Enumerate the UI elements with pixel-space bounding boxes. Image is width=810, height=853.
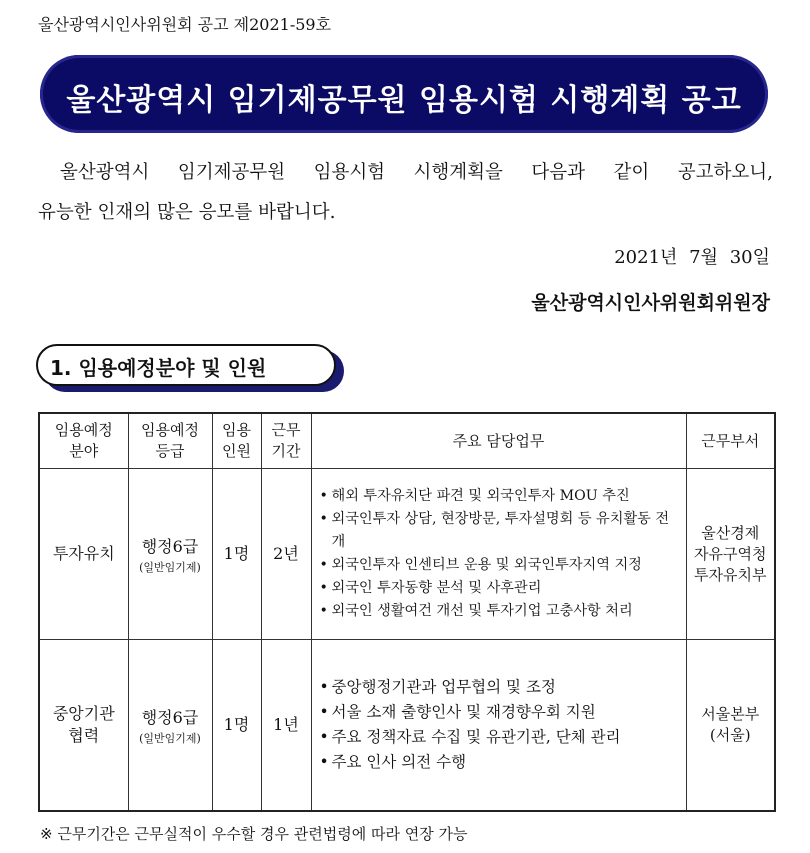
row2-field-line2: 협력	[68, 726, 100, 745]
intro-line-1: 울산광역시 임기제공무원 임용시험 시행계획을 다음과 같이 공고하오니,	[60, 162, 773, 183]
row1-field	[39, 469, 128, 640]
list-item: • 주요 인사 의전 수행	[320, 750, 682, 775]
issuer: 울산광역시인사위원회위원장	[531, 292, 770, 314]
row1-period: 2년	[261, 469, 311, 640]
table-row	[39, 469, 775, 640]
header-count	[212, 413, 261, 469]
row1-grade-sub: (일반임기제)	[139, 560, 201, 574]
row2-dept-line1: 서울본부	[701, 705, 760, 723]
row2-period: 1년	[261, 640, 311, 812]
row1-field-text: 투자유치	[52, 544, 115, 563]
title-banner	[40, 55, 768, 133]
row1-dept-line3: 투자유치부	[694, 565, 767, 584]
table-row	[39, 640, 775, 812]
page-title: 울산광역시 임기제공무원 임용시험 시행계획 공고	[66, 83, 742, 118]
recruitment-table	[38, 412, 776, 812]
list-item: • 외국인투자 상담, 현장방문, 투자설명회 등 유치활동 전개	[320, 508, 682, 554]
list-item: • 주요 정책자료 수집 및 유관기관, 단체 관리	[320, 725, 682, 750]
row1-duties	[311, 469, 686, 640]
header-grade	[128, 413, 212, 469]
list-item: • 외국인투자 인센티브 운용 및 외국인투자지역 지정	[320, 554, 682, 577]
announcement-date: 2021년 7월 30일	[614, 247, 770, 268]
header-count-line2: 인원	[222, 442, 251, 460]
header-grade-line2: 등급	[155, 442, 185, 460]
row1-duties-list	[312, 485, 686, 623]
row2-field	[39, 640, 128, 812]
row2-grade-text: 행정6급	[141, 707, 199, 727]
row2-dept-line2: (서울)	[709, 726, 751, 744]
header-duties: 주요 담당업무	[311, 413, 686, 469]
section-title: 1. 임용예정분야 및 인원	[50, 356, 267, 380]
footnote: ※ 근무기간은 근무실적이 우수할 경우 관련법령에 따라 연장 가능	[40, 825, 468, 843]
list-item: • 서울 소재 출향인사 및 재경향우회 지원	[320, 700, 682, 725]
table-header-row	[39, 413, 775, 469]
row1-dept	[686, 469, 775, 640]
row1-grade	[128, 469, 212, 640]
row1-dept-line1: 울산경제	[701, 523, 760, 542]
list-item: • 해외 투자유치단 파견 및 외국인투자 MOU 추진	[320, 485, 682, 508]
header-period	[261, 413, 311, 469]
row2-dept	[686, 640, 775, 812]
row1-grade-text: 행정6급	[141, 536, 199, 556]
row2-duties	[311, 640, 686, 812]
row2-grade-sub: (일반임기제)	[139, 731, 201, 745]
row2-duties-list	[312, 675, 686, 775]
row1-dept-line2: 자유구역청	[694, 544, 767, 563]
row2-count: 1명	[212, 640, 261, 812]
header-grade-line1: 임용예정	[141, 421, 199, 439]
header-period-line1: 근무	[271, 421, 301, 439]
notice-number: 울산광역시인사위원회 공고 제2021-59호	[38, 15, 332, 34]
list-item: • 외국인 투자동향 분석 및 사후관리	[320, 577, 682, 600]
header-field-line2: 분야	[69, 442, 99, 460]
header-field	[39, 413, 128, 469]
row1-count: 1명	[212, 469, 261, 640]
header-count-line1: 임용	[222, 421, 251, 439]
header-period-line2: 기간	[271, 442, 301, 460]
header-dept: 근무부서	[686, 413, 775, 469]
list-item: • 중앙행정기관과 업무협의 및 조정	[320, 675, 682, 700]
list-item: • 외국인 생활여건 개선 및 투자기업 고충사항 처리	[320, 600, 682, 623]
row2-grade	[128, 640, 212, 812]
intro-line-2: 유능한 인재의 많은 응모를 바랍니다.	[38, 202, 336, 223]
row2-field-line1: 중앙기관	[52, 704, 115, 723]
header-field-line1: 임용예정	[54, 421, 113, 439]
